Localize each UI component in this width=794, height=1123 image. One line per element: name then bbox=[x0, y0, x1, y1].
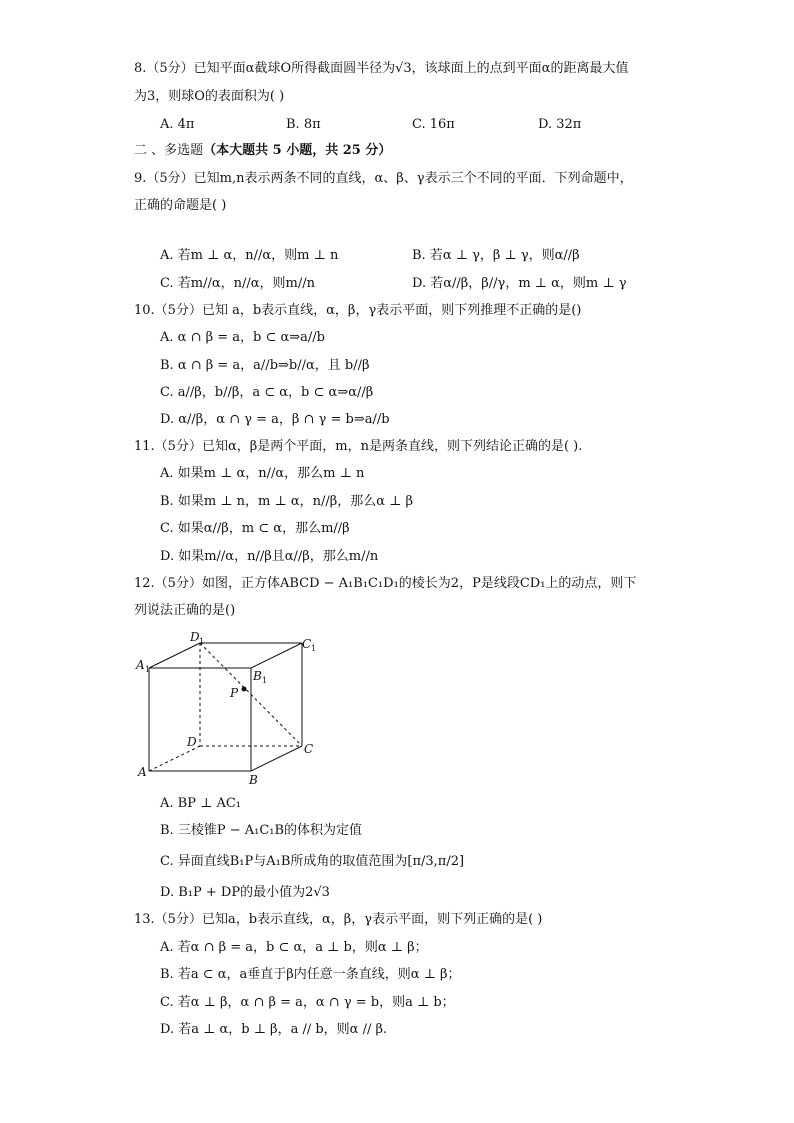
q9-stem-line1: 9.（5分）已知m,n表示两条不同的直线，α、β、γ表示三个不同的平面．下列命题中， bbox=[134, 171, 633, 186]
q12-stem-line2: 列说法正确的是() bbox=[134, 603, 236, 618]
q9-option-c: C. 若m//α，n//α，则m//n bbox=[160, 276, 315, 291]
q13-option-b: B. 若a ⊂ α，a垂直于β内任意一条直线，则α ⊥ β； bbox=[160, 967, 461, 982]
q8-option-a: A. 4π bbox=[160, 117, 195, 132]
cube-figure bbox=[134, 628, 334, 788]
section-heading bbox=[134, 142, 391, 160]
q12-stem-line1: 12.（5分）如图，正方体ABCD − A₁B₁C₁D₁的棱长为2，P是线段CD₁上的动点，则下 bbox=[134, 576, 637, 591]
q9-option-a: A. 若m ⊥ α，n//α，则m ⊥ n bbox=[160, 248, 339, 263]
q8-stem-line1: 8.（5分）已知平面α截球O所得截面圆半径为√3，该球面上的点到平面α的距离最大值 bbox=[134, 61, 629, 76]
label-b: B bbox=[249, 773, 258, 787]
q8-option-d: D. 32π bbox=[538, 117, 582, 132]
label-a: A bbox=[138, 765, 147, 779]
label-b1: B bbox=[253, 669, 262, 683]
q10-stem: 10.（5分）已知 a，b表示直线，α，β，γ表示平面，则下列推理不正确的是() bbox=[134, 303, 582, 318]
label-c1-sub: 1 bbox=[311, 644, 317, 653]
label-b1-sub: 1 bbox=[262, 676, 268, 685]
cube-diagram bbox=[134, 628, 334, 788]
label-a1-sub: 1 bbox=[145, 665, 151, 674]
q13-option-a: A. 若α ∩ β = a，b ⊂ α，a ⊥ b，则α ⊥ β； bbox=[160, 940, 428, 955]
q11-option-a: A. 如果m ⊥ α，n//α，那么m ⊥ n bbox=[160, 466, 365, 481]
q8-option-c: C. 16π bbox=[412, 117, 455, 132]
q9-option-b: B. 若α ⊥ γ，β ⊥ γ，则α//β bbox=[412, 248, 580, 263]
label-c: C bbox=[304, 742, 314, 756]
q8-option-b: B. 8π bbox=[286, 117, 321, 132]
label-p: P bbox=[230, 686, 239, 700]
q12-option-a: A. BP ⊥ AC₁ bbox=[160, 796, 241, 811]
q13-option-d: D. 若a ⊥ α，b ⊥ β，a // b，则α // β. bbox=[160, 1022, 388, 1037]
label-d1: D bbox=[190, 630, 200, 644]
q12-option-d: D. B₁P + DP的最小值为2√3 bbox=[160, 885, 330, 900]
q11-option-b: B. 如果m ⊥ n，m ⊥ α，n//β，那么α ⊥ β bbox=[160, 494, 414, 509]
q11-option-d: D. 如果m//α，n//β且α//β，那么m//n bbox=[160, 549, 379, 564]
q10-option-a: A. α ∩ β = a，b ⊂ α⇒a//b bbox=[160, 330, 325, 345]
q12-option-c: C. 异面直线B₁P与A₁B所成角的取值范围为[π/3,π/2] bbox=[160, 854, 465, 869]
q9-option-d: D. 若α//β，β//γ，m ⊥ α，则m ⊥ γ bbox=[412, 276, 627, 291]
q10-option-c: C. a//β，b//β，a ⊂ α，b ⊂ α⇒α//β bbox=[160, 385, 374, 400]
q8-stem-line2: 为3，则球O的表面积为( ) bbox=[134, 89, 285, 104]
q11-option-c: C. 如果α//β，m ⊂ α，那么m//β bbox=[160, 521, 350, 536]
label-c1: C bbox=[302, 637, 312, 651]
q9-stem-line2: 正确的命题是( ) bbox=[134, 198, 227, 213]
q13-option-c: C. 若α ⊥ β，α ∩ β = a，α ∩ γ = b，则a ⊥ b； bbox=[160, 995, 455, 1010]
label-d: D bbox=[187, 735, 197, 749]
q10-option-b: B. α ∩ β = a，a//b⇒b//α，且 b//β bbox=[160, 358, 370, 373]
section-prefix: 二 、多选题 bbox=[134, 143, 204, 158]
q10-option-d: D. α//β，α ∩ γ = a，β ∩ γ = b⇒a//b bbox=[160, 412, 390, 427]
section-detail: （本大题共 5 小题，共 25 分） bbox=[203, 143, 392, 158]
label-d1-sub: 1 bbox=[199, 637, 205, 646]
q12-option-b: B. 三棱锥P − A₁C₁B的体积为定值 bbox=[160, 823, 363, 838]
q13-stem: 13.（5分）已知a，b表示直线，α，β，γ表示平面，则下列正确的是( ) bbox=[134, 912, 543, 927]
q11-stem: 11.（5分）已知α，β是两个平面，m，n是两条直线，则下列结论正确的是( ). bbox=[134, 439, 583, 454]
label-a1: A bbox=[136, 658, 145, 672]
